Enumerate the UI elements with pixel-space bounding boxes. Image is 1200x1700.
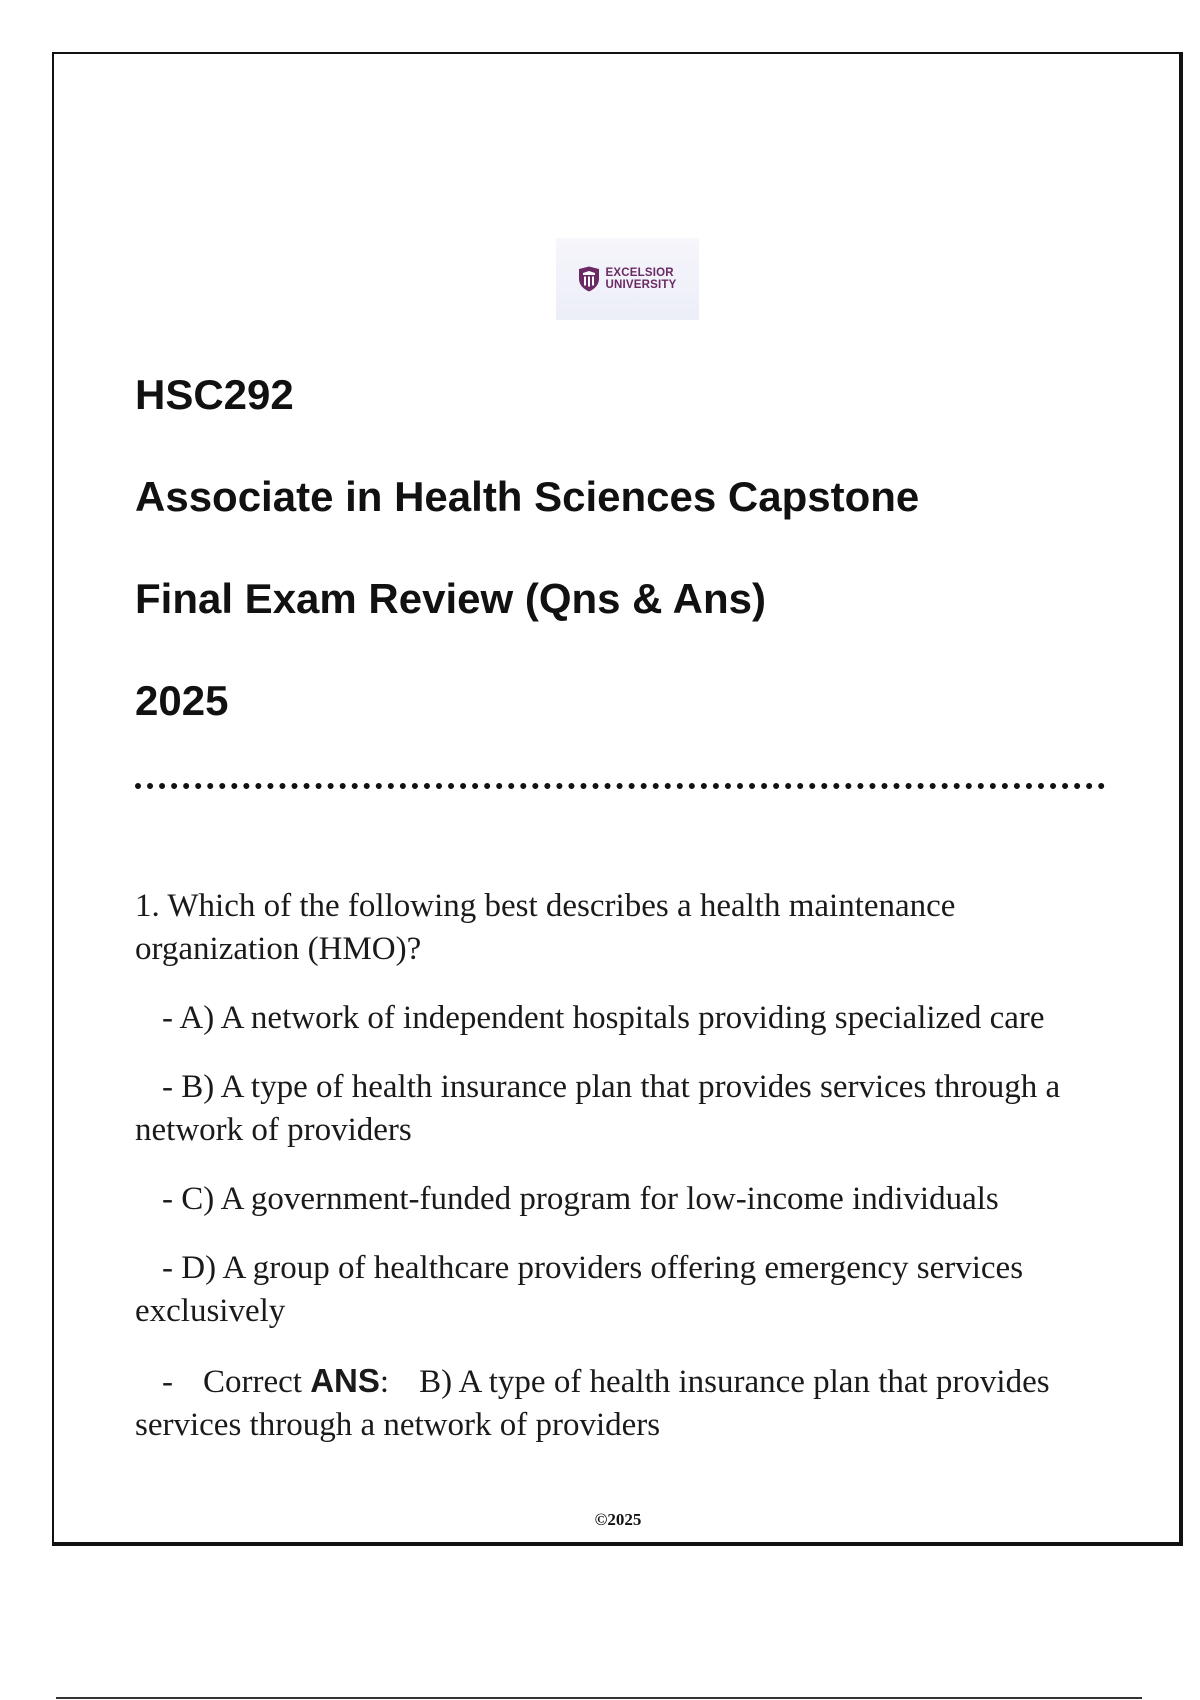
option-b-text: - B) A type of health insurance plan that provides services through a network of providers [135, 1069, 1061, 1148]
logo-line-2: UNIVERSITY [605, 279, 677, 291]
course-code: HSC292 [135, 371, 294, 418]
course-title: Associate in Health Sciences Capstone [135, 473, 920, 520]
answer-text: B) A type of health insurance plan that provides services through a network of providers [135, 1364, 1050, 1443]
document-title: Final Exam Review (Qns & Ans) [135, 575, 766, 622]
question-text: 1. Which of the following best describes a health maintenance organization (HMO)? [135, 888, 956, 967]
option-c [135, 1178, 1095, 1221]
correct-answer [135, 1359, 1095, 1447]
question-block [135, 885, 1095, 1473]
logo-line-1: EXCELSIOR [605, 267, 674, 279]
university-logo [556, 238, 699, 320]
answer-bold-label: ANS [310, 1362, 380, 1399]
option-a [135, 997, 1095, 1040]
option-a-text: - A) A network of independent hospitals providing specialized care [162, 1000, 1045, 1036]
shield-icon [578, 266, 600, 292]
option-d [135, 1247, 1095, 1333]
copyright-footer: ©2025 [594, 1510, 642, 1529]
option-d-text: - D) A group of healthcare providers offering emergency services exclusively [135, 1250, 1024, 1329]
document-year: 2025 [135, 677, 229, 724]
next-page-edge [56, 1697, 1142, 1699]
answer-colon: : [379, 1364, 390, 1400]
logo-wordmark [605, 267, 676, 291]
dotted-divider [135, 783, 1105, 789]
answer-dash: - [162, 1364, 173, 1400]
answer-label: Correct [203, 1364, 302, 1400]
option-b [135, 1066, 1095, 1152]
option-c-text: - C) A government-funded program for low-income individuals [162, 1181, 999, 1217]
